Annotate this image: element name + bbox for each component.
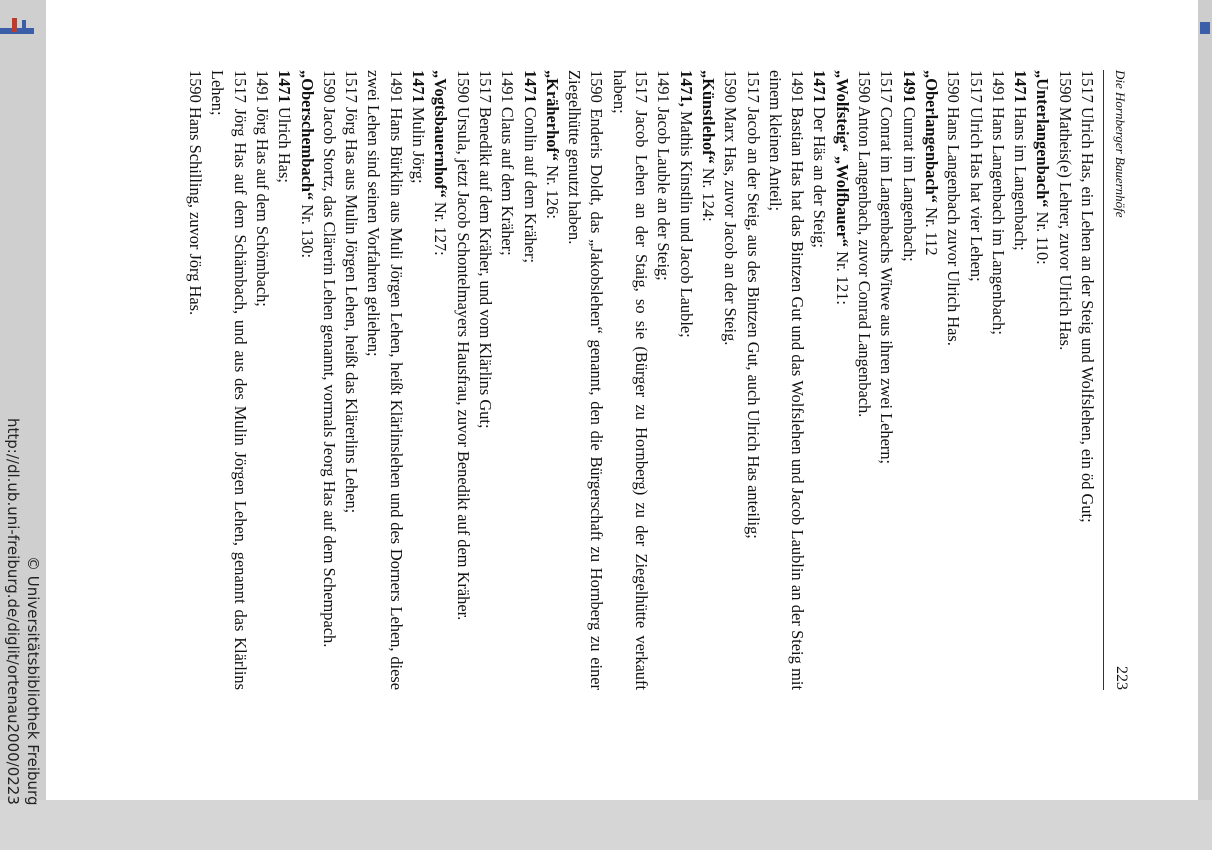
text-line: 1517 Ulrich Has, ein Lehen an der Steig und Wolfslehen, ein öd Gut; xyxy=(1078,70,1097,523)
text-line xyxy=(273,70,295,690)
text-line: 1491 Jörg Has auf dem Schömbach; xyxy=(253,70,273,307)
page-number: 223 xyxy=(1113,666,1130,690)
section-heading xyxy=(541,70,563,690)
text-line xyxy=(407,70,429,690)
text-line: 1590 Jacob Stortz, das Clärerin Lehen genannt, vormals Jeorg Has auf dem Schempach. xyxy=(319,70,339,648)
text-line xyxy=(518,70,540,690)
heading-number: Nr. 130: xyxy=(297,200,317,259)
text-line: 1517 Jacob Lehen an der Staig, so sie (Bürger zu Hornberg) zu der Ziegelhütte verkauft haben; xyxy=(609,70,652,690)
text-line: 1590 Hans Langenbach zuvor Ulrich Has. xyxy=(944,70,964,346)
entry-text: Ulrich Has; xyxy=(275,102,295,183)
text-line: 1590 Matheis(e) Lehrer, zuvor Ulrich Has. xyxy=(1055,70,1075,351)
heading-number: Nr. 126: xyxy=(542,161,562,219)
entry-text: Mulin Jörg; xyxy=(409,102,429,184)
text-line: 1590 Ursula, jetzt Jacob Schontelmayers Hausfrau, zuvor Benedikt auf dem Kräher. xyxy=(453,70,473,621)
text-line xyxy=(808,70,830,690)
heading-text: „Oberlangenbach“ xyxy=(921,70,941,203)
section-heading xyxy=(830,70,852,690)
entry-text: Der Häs an der Steig; xyxy=(810,102,830,248)
heading-text: „Unterlangenbach“ xyxy=(1033,70,1053,208)
right-margin xyxy=(1198,0,1212,800)
text-line: 1517 Benedikt auf dem Kräher, und vom Klärlins Gut; xyxy=(475,70,495,429)
text-line: 1517 Jörg Has auf dem Schämbach, und aus des Mulin Jörgen Lehen, genannt das Klärlins Lehen; xyxy=(208,70,250,690)
heading-number: Nr. 112 xyxy=(921,202,941,256)
heading-number: Nr. 110: xyxy=(1033,207,1053,265)
text-line: 1491 Claus auf dem Kräher; xyxy=(498,70,518,256)
heading-text: „Vogtsbauernhof“ xyxy=(431,70,451,198)
year: 1471 xyxy=(275,70,295,103)
heading-text: „Kräherhof“ xyxy=(542,70,562,162)
rotated-document-page xyxy=(110,70,1130,850)
text-line: 1491 Hans Langenbach im Langenbach; xyxy=(988,70,1008,335)
copyright-note: © Universitätsbibliothek Freiburg xyxy=(24,556,42,806)
section-heading xyxy=(295,70,317,690)
year: 1471, xyxy=(676,70,696,107)
heading-number: Nr. 121: xyxy=(832,247,852,305)
running-title: Die Hornberger Bauernhöfe xyxy=(1113,70,1128,218)
text-line: 1517 Jörg Has aus Mulin Jörgen Lehen, heißt das Klärerlins Lehen; xyxy=(342,70,362,514)
entry-text: Mathis Kinstlin und Jacob Lauble; xyxy=(676,106,696,338)
year: 1491 xyxy=(899,70,919,103)
section-heading xyxy=(697,70,719,690)
text-line: 1517 Ulrich Has hat vier Lehen; xyxy=(966,70,986,282)
text-line: 1491 Hans Bürklin aus Muli Jörgen Lehen, heißt Klärlinslehen und des Dorners Lehen, diese zwei Lehen sind seinen Vorfahren geliehen; xyxy=(364,70,406,690)
heading-text: „Künstlehof“ xyxy=(698,70,718,164)
text-line: 1491 Bastian Has hat das Bintzen Gut und das Wolfslehen und Jacob Laublin an der Steig mit einem kleinen Anteil; xyxy=(765,70,808,690)
text-line: 1517 Jacob an der Steig, aus des Bintzen Gut, auch Ulrich Has anteilig; xyxy=(743,70,763,539)
heading-number: Nr. 124: xyxy=(698,163,718,222)
entry-text: Conlin auf dem Kräher; xyxy=(520,102,540,263)
entry-text: Cunrat im Langenbach; xyxy=(899,102,919,262)
text-line: 1590 Marx Has, zuvor Jacob an der Steig. xyxy=(721,70,741,346)
right-logo-mark xyxy=(1200,22,1210,34)
heading-text: „Wolfsteig“ „Wolfbauer“ xyxy=(832,70,852,248)
entry-text: Hans im Langenbach; xyxy=(1011,102,1031,251)
text-line: 1590 Enderis Doldt, das „Jakobslehen“ genannt, den die Bürgerschaft zu Hornberg zu einer Ziegelhütte genutzt haben. xyxy=(565,70,607,690)
text-line: 1517 Conrat im Langenbachs Witwe aus ihren zwei Lehern; xyxy=(877,70,897,465)
running-head xyxy=(1103,70,1130,690)
document-body xyxy=(184,70,1098,690)
side-caption xyxy=(0,0,46,806)
text-line: 1590 Hans Schilling, zuvor Jörg Has. xyxy=(186,70,206,316)
section-heading xyxy=(429,70,451,690)
year: 1471 xyxy=(1011,70,1031,103)
source-url-link[interactable]: http://dl.ub.uni-freiburg.de/diglit/ortenau2000/0223 xyxy=(4,418,22,805)
text-line xyxy=(674,70,696,690)
heading-text: „Oberschembach“ xyxy=(297,70,317,201)
section-heading xyxy=(1031,70,1053,690)
year: 1471 xyxy=(409,70,429,103)
year: 1471 xyxy=(810,70,830,103)
heading-number: Nr. 127: xyxy=(431,197,451,256)
year: 1471 xyxy=(520,70,540,103)
text-line: 1590 Anton Langenbach, zuvor Conrad Langenbach. xyxy=(855,70,875,418)
text-line: 1491 Jacob Lauble an der Steig; xyxy=(654,70,674,281)
text-line xyxy=(897,70,919,690)
section-heading xyxy=(920,70,942,690)
text-line xyxy=(1009,70,1031,690)
